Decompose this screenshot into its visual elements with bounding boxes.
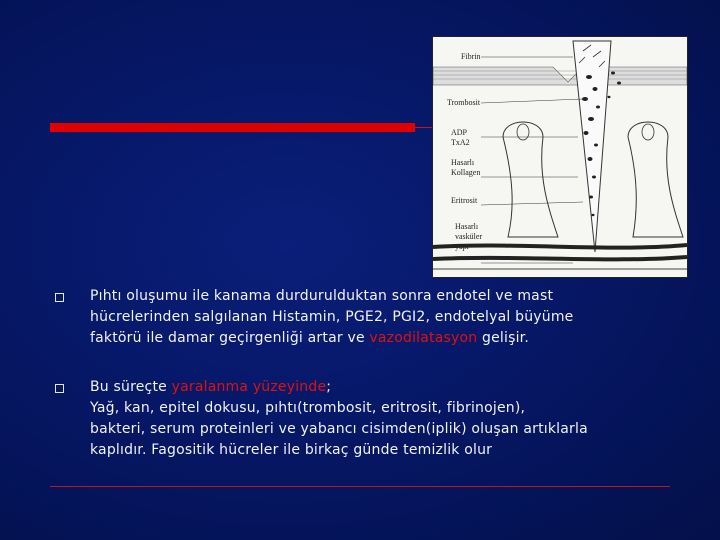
bullet-2-line-4: kaplıdır. Fagositik hücreler ile birkaç günde temizlik olur [90, 442, 493, 458]
footer-divider [50, 486, 670, 487]
title-accent-bar [50, 123, 415, 132]
bullet-marker-2 [55, 384, 64, 393]
label-hasarli-vaskuler-2: vasküler [455, 232, 483, 241]
wound-diagram [433, 37, 687, 277]
follicle-right-bulb [642, 124, 654, 140]
follicle-left [503, 122, 558, 237]
follicle-right [628, 122, 683, 237]
label-hasarli-kollagen-2: Kollagen [451, 168, 481, 177]
label-hasarli-vaskuler-3: yapı [455, 242, 469, 251]
bullet-2-line-1 [90, 377, 588, 398]
bullet-marker-1 [55, 293, 64, 302]
vessel-band-2 [433, 257, 687, 259]
epithelium-layer [433, 67, 687, 85]
bullet-paragraph-2 [90, 377, 588, 461]
bullet-2-line-1-pre: Bu süreçte [90, 379, 172, 395]
bullet-2-line-2: Yağ, kan, epitel dokusu, pıhtı(trombosit, eritrosit, fibrinojen), [90, 400, 526, 416]
highlight-vazodilatasyon: vazodilatasyon [369, 330, 478, 346]
follicle-left-bulb [517, 124, 529, 140]
vessel-band-1 [433, 245, 687, 248]
label-trombosit: Trombosit [447, 98, 481, 107]
label-hasarli-kollagen-1: Hasarlı [451, 158, 475, 167]
bullet-paragraph-1 [90, 286, 574, 349]
highlight-yaralanma-yuzeyinde: yaralanma yüzeyinde [171, 379, 327, 395]
bullet-1-line-2: hücrelerinden salgılanan Histamin, PGE2, PGI2, endotelyal büyüme [90, 309, 574, 325]
label-fibrin: Fibrin [461, 52, 481, 61]
label-adp: ADP [451, 128, 468, 137]
label-leaders [481, 57, 583, 263]
bullet-1-line-3-post: gelişir. [477, 330, 529, 346]
bullet-2-line-1-post: ; [326, 379, 332, 395]
label-hasarli-vaskuler-1: Hasarlı [455, 222, 479, 231]
bullet-1-line-1: Pıhtı oluşumu ile kanama durdurulduktan sonra endotel ve mast [90, 288, 554, 304]
label-txa2: TxA2 [451, 138, 470, 147]
title-accent-line [415, 127, 433, 128]
wound-wedge [573, 41, 611, 252]
bullet-1-line-3-pre: faktörü ile damar geçirgenliği artar ve [90, 330, 370, 346]
bullet-1-line-3 [90, 328, 574, 349]
bullet-2-line-3: bakteri, serum proteinleri ve yabancı cisimden(iplik) oluşan artıklarla [90, 421, 588, 437]
label-eritrosit: Eritrosit [451, 196, 478, 205]
wound-healing-figure [432, 36, 688, 278]
